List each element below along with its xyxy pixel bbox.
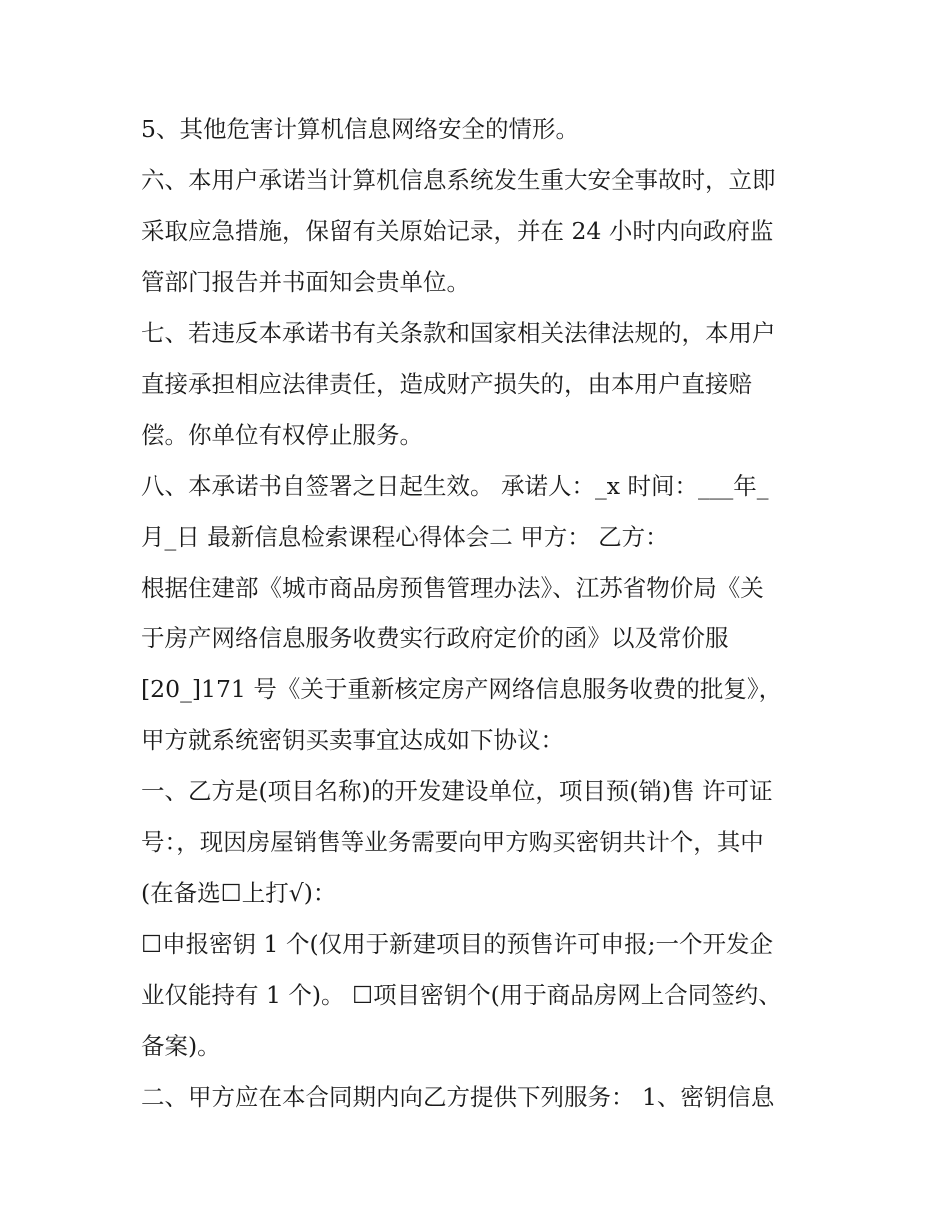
text-line: 二、甲方应在本合同期内向乙方提供下列服务： 1、密钥信息 — [141, 1083, 775, 1111]
text-line: 备案)。 — [141, 1032, 221, 1060]
text-line: 根据住建部《城市商品房预售管理办法》、江苏省物价局《关 — [141, 574, 764, 602]
text-line: 八、本承诺书自签署之日起生效。 承诺人：_x 时间：___年_ — [141, 472, 769, 500]
text-line: 七、若违反本承诺书有关条款和国家相关法律法规的，本用户 — [141, 319, 776, 347]
text-line: ☐申报密钥 1 个(仅用于新建项目的预售许可申报;一个开发企 — [141, 930, 774, 958]
text-line: 偿。你单位有权停止服务。 — [141, 421, 423, 449]
text-line: 六、本用户承诺当计算机信息系统发生重大安全事故时，立即 — [141, 166, 776, 194]
text-line: 于房产网络信息服务收费实行政府定价的函》以及常价服 — [141, 624, 729, 652]
text-line: 业仅能持有 1 个)。 ☐项目密钥个(用于商品房网上合同签约、 — [141, 981, 782, 1009]
text-line: 5、其他危害计算机信息网络安全的情形。 — [141, 115, 579, 143]
text-line: 采取应急措施，保留有关原始记录，并在 24 小时内向政府监 — [141, 217, 774, 245]
text-line: 月_日 最新信息检索课程心得体会二 甲方： 乙方： — [141, 523, 669, 551]
text-line: 直接承担相应法律责任，造成财产损失的，由本用户直接赔 — [141, 370, 752, 398]
text-line: [20_]171 号《关于重新核定房产网络信息服务收费的批复》， — [141, 675, 783, 703]
text-line: 号：，现因房屋销售等业务需要向甲方购买密钥共计个，其中 — [141, 828, 764, 856]
text-line: (在备选☐上打√)： — [141, 879, 337, 907]
text-line: 甲方就系统密钥买卖事宜达成如下协议： — [141, 726, 564, 754]
text-line: 管部门报告并书面知会贵单位。 — [141, 268, 470, 296]
text-line: 一、乙方是(项目名称)的开发建设单位，项目预(销)售 许可证 — [141, 777, 773, 805]
